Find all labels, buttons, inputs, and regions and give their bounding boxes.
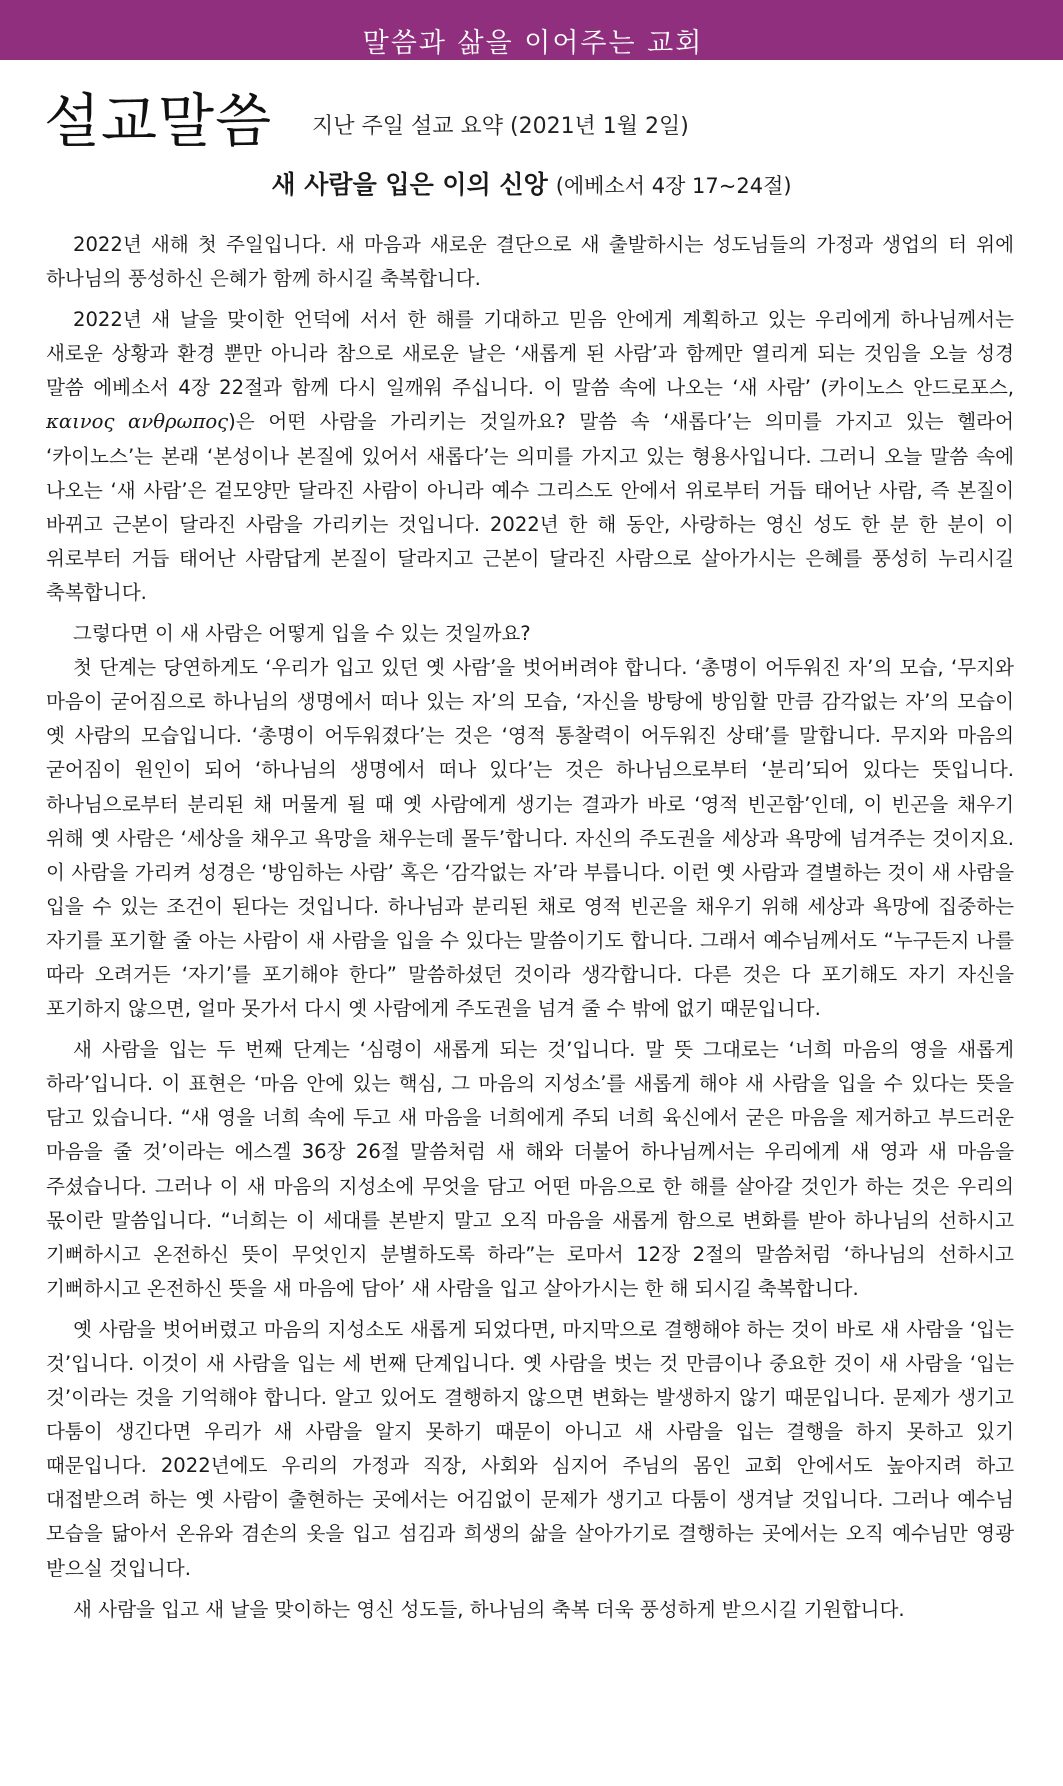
page-subtitle: 지난 주일 설교 요약 (2021년 1월 2일) <box>312 114 689 139</box>
paragraph-1: 2022년 새해 첫 주일입니다. 새 마음과 새로운 결단으로 새 출발하시는 성도님들의 가정과 생업의 터 위에 하나님의 풍성하신 은혜가 함께 하시길 축복합니다. <box>46 233 1014 291</box>
page-title: 설교말씀 <box>44 87 273 155</box>
paragraph-7: 새 사람을 입고 새 날을 맞이하는 영신 성도들, 하나님의 축복 더욱 풍성하게 받으시길 기원합니다. <box>73 1597 905 1621</box>
sermon-title-text: 새 사람을 입은 이의 신앙 <box>271 170 548 199</box>
paragraph-2 <box>46 303 1014 610</box>
paragraph-6: 옛 사람을 벗어버렸고 마음의 지성소도 새롭게 되었다면, 마지막으로 결행해야 하는 것이 바로 새 사람을 ‘입는 것’입니다. 이것이 새 사람을 입는 세 번째 단계입니다. 옛 사람을 벗는 것 만큼이나 중요한 것이 새 사람을 ‘입는 것’이라는 것을 기억해야 합니다. 알고 있어도 결행하지 않으면 변화는 발생하지 않기 때문입니다. 문제가 생기고 다툼이 생긴다면 우리가 새 사람을 알지 못하기 때문이 아니고 새 사람을 입는 결행을 하지 못하고 있기 때문입니다. 2022년에도 우리의 가정과 직장, 사회와 심지어 주님의 몸인 교회 안에서도 높아지려 하고 대접받으려 하는 옛 사람이 출현하는 곳에서는 어김없이 문제가 생기고 다툼이 생겨날 것입니다. 그러나 예수님 모습을 닮아서 온유와 겸손의 옷을 입고 섬김과 희생의 삶을 살아가기로 결행하는 곳에서는 오직 예수님만 영광 받으실 것입니다. <box>46 1317 1015 1580</box>
header-banner <box>0 0 1063 60</box>
paragraph-4: 첫 단계는 당연하게도 ‘우리가 입고 있던 옛 사람’을 벗어버려야 합니다. ‘총명이 어두워진 자’의 모습, ‘무지와 마음이 굳어짐으로 하나님의 생명에서 떠나 있는 자’의 모습, ‘자신을 방탕에 방임할 만큼 감각없는 자’의 모습이 옛 사람의 모습입니다. ‘총명이 어두워졌다’는 것은 ‘영적 통찰력이 어두워진 상태’를 말합니다. 무지와 마음의 굳어짐이 원인이 되어 ‘하나님의 생명에서 떠나 있다’는 것은 하나님으로부터 ‘분리’되어 있다는 뜻입니다. 하나님으로부터 분리된 채 머물게 될 때 옛 사람에게 생기는 결과가 바로 ‘영적 빈곤함’인데, 이 빈곤을 채우기 위해 옛 사람은 ‘세상을 채우고 욕망을 채우는데 몰두’합니다. 자신의 주도권을 세상과 욕망에 넘겨주는 것이지요. 이 사람을 가리켜 성경은 ‘방임하는 사람’ 혹은 ‘감각없는 자’라 부릅니다. 이런 옛 사람과 결별하는 것이 새 사람을 입을 수 있는 조건이 된다는 것입니다. 하나님과 분리된 채로 영적 빈곤을 채우기 위해 세상과 욕망에 집중하는 자기를 포기할 줄 아는 사람이 새 사람을 입을 수 있다는 말씀이기도 합니다. 그래서 예수님께서도 “누구든지 나를 따라 오려거든 ‘자기’를 포기해야 한다” 말씀하셨던 것이라 생각합니다. 다른 것은 다 포기해도 자기 자신을 포기하지 않으면, 얼마 못가서 다시 옛 사람에게 주도권을 넘겨 줄 수 밖에 없기 때문입니다. <box>46 656 1014 1021</box>
sermon-body <box>46 228 1014 1627</box>
sermon-title <box>0 168 1063 203</box>
sermon-reference: (에베소서 4장 17~24절) <box>555 174 792 198</box>
paragraph-2-part-a: 2022년 새 날을 맞이한 언덕에 서서 한 해를 기대하고 믿음 안에게 계획하고 있는 우리에게 하나님께서는 새로운 상황과 환경 뿐만 아니라 참으로 새로운 날은 ‘새롭게 된 사람’과 함께만 열리게 되는 것임을 오늘 성경 말씀 에베소서 4장 22절과 함께 다시 일깨워 주십니다. 이 말씀 속에 나오는 ‘새 사람’ (카이노스 안드로포스, <box>46 308 1014 400</box>
paragraph-5: 새 사람을 입는 두 번째 단계는 ‘심령이 새롭게 되는 것’입니다. 말 뜻 그대로는 ‘너희 마음의 영을 새롭게 하라’입니다. 이 표현은 ‘마음 안에 있는 핵심, 그 마음의 지성소’를 새롭게 해야 새 사람을 입을 수 있다는 뜻을 담고 있습니다. “새 영을 너희 속에 두고 새 마음을 너희에게 주되 너희 육신에서 굳은 마음을 제거하고 부드러운 마음을 줄 것’이라는 에스겔 36장 26절 말씀처럼 새 해와 더불어 하나님께서는 우리에게 새 영과 새 마음을 주셨습니다. 그러나 이 새 마음의 지성소에 무엇을 담고 어떤 마음으로 한 해를 살아갈 것인가 하는 것은 우리의 몫이란 말씀입니다. “너희는 이 세대를 본받지 말고 오직 마음을 새롭게 함으로 변화를 받아 하나님의 선하시고 기뻐하시고 온전하신 뜻이 무엇인지 분별하도록 하라”는 로마서 12장 2절의 말씀처럼 ‘하나님의 선하시고 기뻐하시고 온전하신 뜻을 새 마음에 담아’ 새 사람을 입고 살아가시는 한 해 되시길 축복합니다. <box>46 1038 1014 1300</box>
paragraph-3: 그렇다면 이 새 사람은 어떻게 입을 수 있는 것일까요? <box>73 622 531 646</box>
paragraph-2-part-b: )은 어떤 사람을 가리키는 것일까요? 말씀 속 ‘새롭다’는 의미를 가지고 있는 헬라어 ‘카이노스’는 본래 ‘본성이나 본질에 있어서 새롭다’는 의미를 가지고 있는 형용사입니다. 그러니 오늘 말씀 속에 나오는 ‘새 사람’은 겉모양만 달라진 사람이 아니라 예수 그리스도 안에서 위로부터 거듭 태어난 사람, 즉 본질이 바뀌고 근본이 달라진 사람을 가리키는 것입니다. 2022년 한 해 동안, 사랑하는 영신 성도 한 분 한 분이 이 위로부터 거듭 태어난 사람답게 본질이 달라지고 근본이 달라진 사람으로 살아가시는 은혜를 풍성히 누리시길 축복합니다. <box>46 410 1014 604</box>
greek-term: καινος ανθρωπος <box>46 410 229 434</box>
banner-text: 말씀과 삶을 이어주는 교회 <box>362 28 704 59</box>
